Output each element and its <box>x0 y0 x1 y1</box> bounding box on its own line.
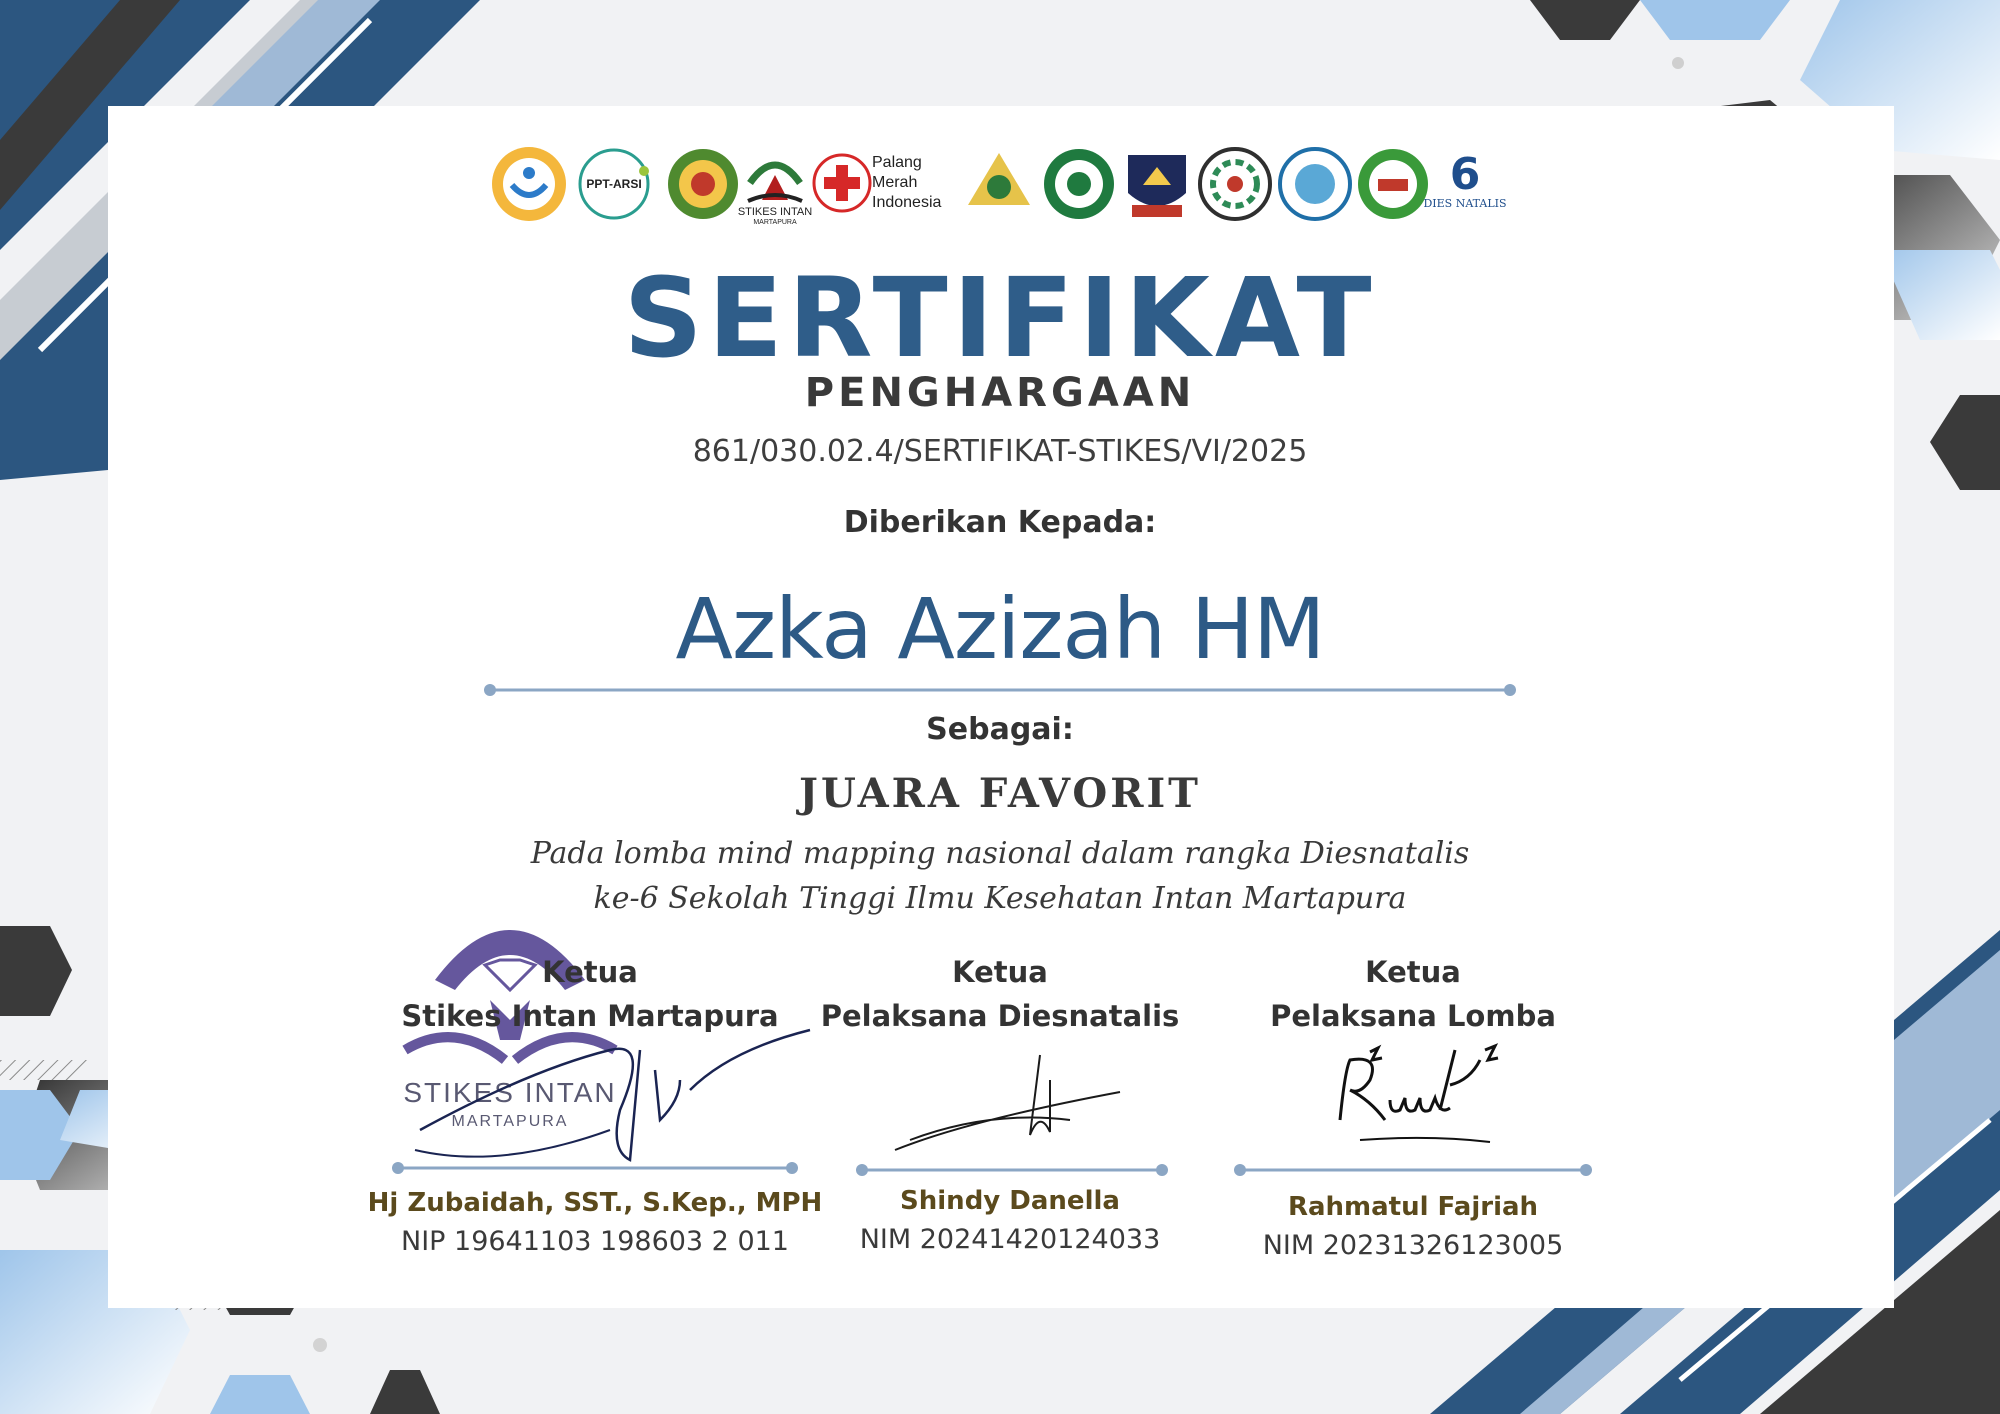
green-seal-logo <box>1040 145 1118 223</box>
signatory-3-name: Rahmatul Fajriah <box>1287 1192 1539 1222</box>
as-label: Sebagai: <box>926 712 1074 747</box>
signature-2-handwriting <box>890 1050 1130 1160</box>
svg-text:STIKES INTAN: STIKES INTAN <box>737 206 813 218</box>
pmi-logo: Palang Merah Indonesia <box>812 153 962 223</box>
shield-logo <box>1118 145 1196 223</box>
signature-3-line <box>1232 1162 1594 1178</box>
recipient-name: Azka Azizah HM <box>675 580 1325 678</box>
award-title: JUARA FAVORIT <box>799 770 1201 817</box>
green-emblem-logo <box>1354 145 1432 223</box>
svg-text:DIES NATALIS: DIES NATALIS <box>1423 197 1507 210</box>
signatory-3-role-line1: Ketua <box>1365 955 1461 989</box>
signatory-1-role-line2: Stikes Intan Martapura <box>401 999 779 1033</box>
ppt-arsi-logo <box>578 145 658 223</box>
institution-seal-logo <box>664 145 742 223</box>
signatory-1-role-line1: Ketua <box>542 955 638 989</box>
signatory-1-name: Hj Zubaidah, SST., S.Kep., MPH <box>367 1188 823 1218</box>
signature-1-handwriting <box>410 1010 820 1170</box>
signatory-3-details <box>1153 1192 1673 1261</box>
svg-text:PPT-ARSI: PPT-ARSI <box>586 177 642 191</box>
description-line-2: ke-6 Sekolah Tinggi Ilmu Kesehatan Intan Martapura <box>593 881 1407 916</box>
given-to-label: Diberikan Kepada: <box>843 505 1157 540</box>
wheel-logo <box>1196 145 1274 223</box>
signatory-2-id: NIM 20241420124033 <box>859 1224 1161 1255</box>
signature-1-line <box>390 1160 800 1176</box>
certificate-subtitle: PENGHARGAAN <box>804 370 1196 416</box>
signatory-2-role-line1: Ketua <box>952 955 1048 989</box>
signatory-3-id: NIM 20231326123005 <box>1262 1230 1564 1261</box>
svg-text:6: 6 <box>1449 149 1481 200</box>
signatory-3 <box>1153 950 1673 1038</box>
description-line-1: Pada lomba mind mapping nasional dalam rangka Diesnatalis <box>530 836 1470 871</box>
signature-3-handwriting <box>1330 1040 1510 1150</box>
diktisaintek-logo <box>490 145 568 223</box>
svg-text:MARTAPURA: MARTAPURA <box>451 1113 569 1130</box>
signatory-1-id: NIP 19641103 198603 2 011 <box>401 1226 789 1257</box>
signatory-2-role-line2: Pelaksana Diesnatalis <box>820 999 1180 1033</box>
dies-natalis-logo <box>1423 145 1507 223</box>
signature-2-line <box>854 1162 1170 1178</box>
stikes-intan-logo <box>737 145 813 226</box>
svg-text:STIKES INTAN: STIKES INTAN <box>403 1077 617 1108</box>
student-council-logo <box>960 145 1038 223</box>
signatory-2-name: Shindy Danella <box>900 1186 1120 1216</box>
blue-seal-logo <box>1276 145 1354 223</box>
certificate-title: SERTIFIKAT <box>623 254 1377 382</box>
name-underline <box>480 682 1520 698</box>
certificate-number: 861/030.02.4/SERTIFIKAT-STIKES/VI/2025 <box>692 434 1308 469</box>
svg-text:MARTAPURA: MARTAPURA <box>753 219 797 226</box>
sponsor-logos <box>490 145 1507 235</box>
signatory-3-role-line2: Pelaksana Lomba <box>1270 999 1556 1033</box>
